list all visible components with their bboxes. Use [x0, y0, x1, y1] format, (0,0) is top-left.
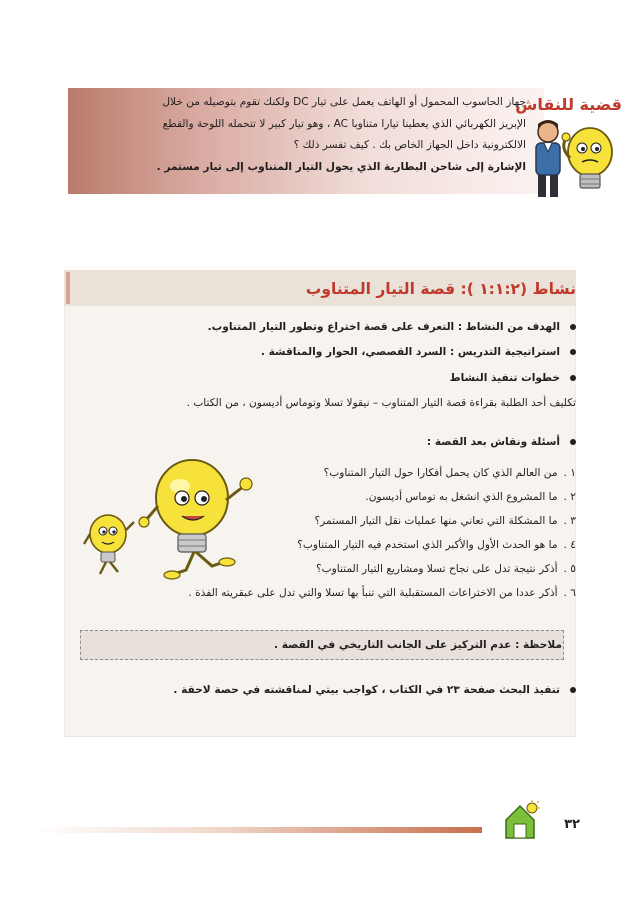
house-bulb-icon [500, 800, 540, 842]
activity-strategy: استراتيجية التدريس : السرد القصصي، الحوار والمناقشة . [260, 346, 560, 358]
bullet-icon [570, 324, 576, 330]
list-item: ٢ .ما المشروع الذي انشغل به توماس أديسون. [365, 491, 576, 503]
bullet-icon [570, 349, 576, 355]
discussion-answer: الإشارة إلى شاحن البطارية الذي يحول التيار المتناوب إلى تيار مستمر . [156, 160, 526, 173]
research-row [173, 684, 576, 696]
bullet-icon [570, 439, 576, 445]
discussion-line-1: جهاز الحاسوب المحمول أو الهاتف يعمل على تيار DC ولكنك تقوم بتوصيله من خلال [162, 96, 526, 108]
discussion-line-2: الإبريز الكهربائي الذي يعطينا تيارا متناوبا AC ، وهو تيار كبير لا تتحمله اللوحة والقطع [162, 117, 526, 130]
questions-list [188, 461, 576, 605]
list-item: ٤ .ما هو الحدث الأول والأكبر الذي استخدم فيه التيار المتناوب؟ [297, 539, 576, 551]
discussion-line-3: الالكترونية داخل الجهاز الخاص بك . كيف تفسر ذلك ؟ [293, 139, 526, 151]
note-text: ملاحظة : عدم التركيز على الجانب التاريخي في القصة . [274, 639, 562, 651]
activity-title: نشاط (١:١:٢ ): قصة التيار المتناوب [305, 280, 576, 298]
footer-rule [32, 827, 482, 833]
research-task: تنفيذ البحث صفحة ٢٣ في الكتاب ، كواجب بيتي لمناقشته في حصة لاحقة . [173, 684, 560, 696]
activity-strategy-row [261, 346, 576, 358]
bullet-icon [570, 375, 576, 381]
activity-goal: الهدف من النشاط : التعرف على قصة اختراع وتطور التيار المتناوب. [207, 321, 560, 333]
thinking-bulb-mascot-icon [528, 118, 634, 200]
list-item: ١ .من العالم الذي كان يحمل أفكارا حول التيار المتناوب؟ [323, 467, 576, 479]
discussion-text [96, 92, 526, 178]
running-bulbs-icon [82, 458, 260, 584]
list-item: ٦ .أذكر عددا من الاختراعات المستقبلية التي تنبأ بها تسلا والتي تدل على عبقريته الفذة . [188, 587, 576, 599]
activity-header-stripe [66, 272, 70, 304]
list-item: ٥ .أذكر نتيجة تدل على نجاح تسلا ومشاريع التيار المتناوب؟ [316, 563, 576, 575]
discussion-title: قضية للنقاش [515, 95, 622, 114]
activity-steps-row [450, 372, 576, 384]
questions-title: أسئلة ونقاش بعد القصة : [426, 436, 560, 448]
activity-steps-title: خطوات تنفيذ النشاط [449, 372, 560, 384]
activity-goal-row [208, 321, 576, 333]
list-item: ٣ .ما المشكلة التي تعاني منها عمليات نقل التيار المستمر؟ [314, 515, 576, 527]
activity-steps-text: تكليف أحد الطلبة بقراءة قصة التيار المتناوب – نيقولا تسلا وتوماس أديسون ، من الكتاب . [186, 397, 576, 409]
questions-title-row [427, 436, 576, 448]
bullet-icon [570, 687, 576, 693]
page-number: ٣٢ [564, 817, 580, 832]
